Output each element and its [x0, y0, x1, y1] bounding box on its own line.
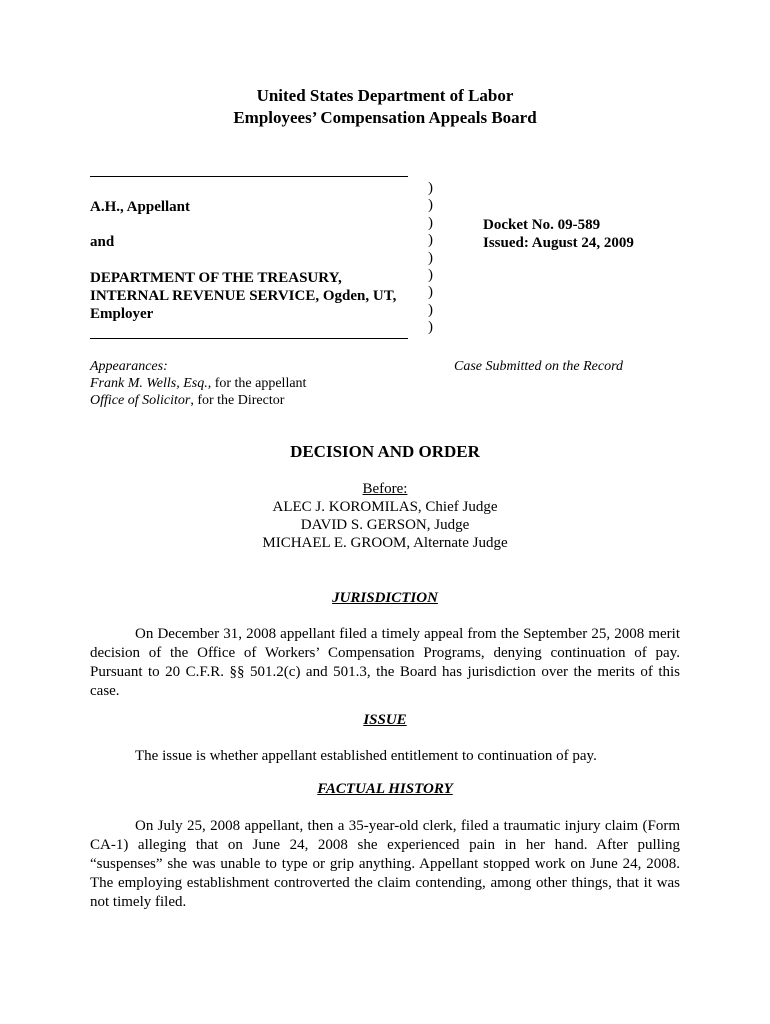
director-counsel: Office of Solicitor — [90, 393, 191, 408]
appellant-counsel-role: for the appellant — [211, 376, 307, 391]
paragraph-line: decision of the Office of Workers’ Compensation Programs, denying continuation of pay. — [90, 645, 680, 661]
caption-top-rule — [90, 176, 408, 177]
caption-and: and — [90, 234, 115, 250]
case-submitted-note: Case Submitted on the Record — [454, 359, 624, 374]
caption-paren: ) — [428, 249, 433, 266]
jurisdiction-heading — [0, 589, 770, 607]
paragraph-line: not timely filed. — [90, 894, 187, 910]
agency-title: United States Department of Labor — [256, 86, 514, 105]
paragraph-line: On December 31, 2008 appellant filed a timely appeal from the September 25, 2008 merit — [135, 626, 680, 642]
judge-alternate: MICHAEL E. GROOM, Alternate Judge — [262, 535, 508, 551]
appellant-counsel: Frank M. Wells, Esq., — [90, 376, 212, 391]
issue-text: The issue is whether appellant established entitlement to continuation of pay. — [135, 748, 597, 764]
employer-line-2: INTERNAL REVENUE SERVICE, Ogden, UT, — [90, 288, 397, 304]
director-counsel-role: , for the Director — [190, 393, 285, 408]
caption-paren: ) — [428, 197, 433, 214]
jurisdiction-paragraph — [90, 625, 680, 701]
docket-number: Docket No. 09-589 — [483, 217, 601, 233]
caption-paren: ) — [428, 319, 433, 336]
paragraph-line: The employing establishment controverted the claim contending, among other things, that it was — [90, 875, 680, 891]
caption-paren: ) — [428, 301, 433, 318]
factual-history-heading — [0, 780, 770, 798]
paragraph-line: “suspenses” she was unable to type or grip anything. Appellant stopped work on June 24, 2008. — [90, 856, 680, 872]
appellant-name: A.H., Appellant — [90, 199, 191, 215]
issue-heading-text: ISSUE — [363, 712, 407, 728]
appearance-director — [90, 392, 284, 409]
caption-paren: ) — [428, 232, 433, 249]
factual-history-paragraph — [90, 817, 680, 912]
caption-paren: ) — [428, 180, 433, 196]
caption-bottom-rule — [90, 338, 408, 339]
caption-paren: ) — [428, 214, 433, 231]
judge-associate: DAVID S. GERSON, Judge — [300, 517, 470, 533]
issue-heading — [0, 711, 770, 729]
factual-history-heading-text: FACTUAL HISTORY — [317, 781, 453, 797]
appearances-heading: Appearances: — [90, 359, 168, 374]
judge-chief: ALEC J. KOROMILAS, Chief Judge — [272, 499, 498, 515]
caption-paren: ) — [428, 266, 433, 283]
paragraph-line: case. — [90, 683, 120, 699]
paragraph-line: On July 25, 2008 appellant, then a 35-year-old clerk, filed a traumatic injury claim (Form — [135, 818, 680, 834]
issued-date: Issued: August 24, 2009 — [483, 235, 634, 251]
board-title: Employees’ Compensation Appeals Board — [233, 108, 537, 127]
caption-paren-column — [428, 180, 440, 337]
paragraph-line: CA-1) alleging that on June 24, 2008 she experienced pain in her hand. After pulling — [90, 837, 680, 853]
appearance-appellant — [90, 375, 306, 392]
decision-title: DECISION AND ORDER — [290, 442, 480, 461]
employer-line-1: DEPARTMENT OF THE TREASURY, — [90, 270, 342, 286]
jurisdiction-heading-text: JURISDICTION — [332, 590, 438, 606]
before-label: Before: — [362, 481, 408, 497]
paragraph-line: Pursuant to 20 C.F.R. §§ 501.2(c) and 501.3, the Board has jurisdiction over the merits of this — [90, 664, 680, 680]
caption-paren: ) — [428, 284, 433, 301]
employer-line-3: Employer — [90, 306, 154, 322]
